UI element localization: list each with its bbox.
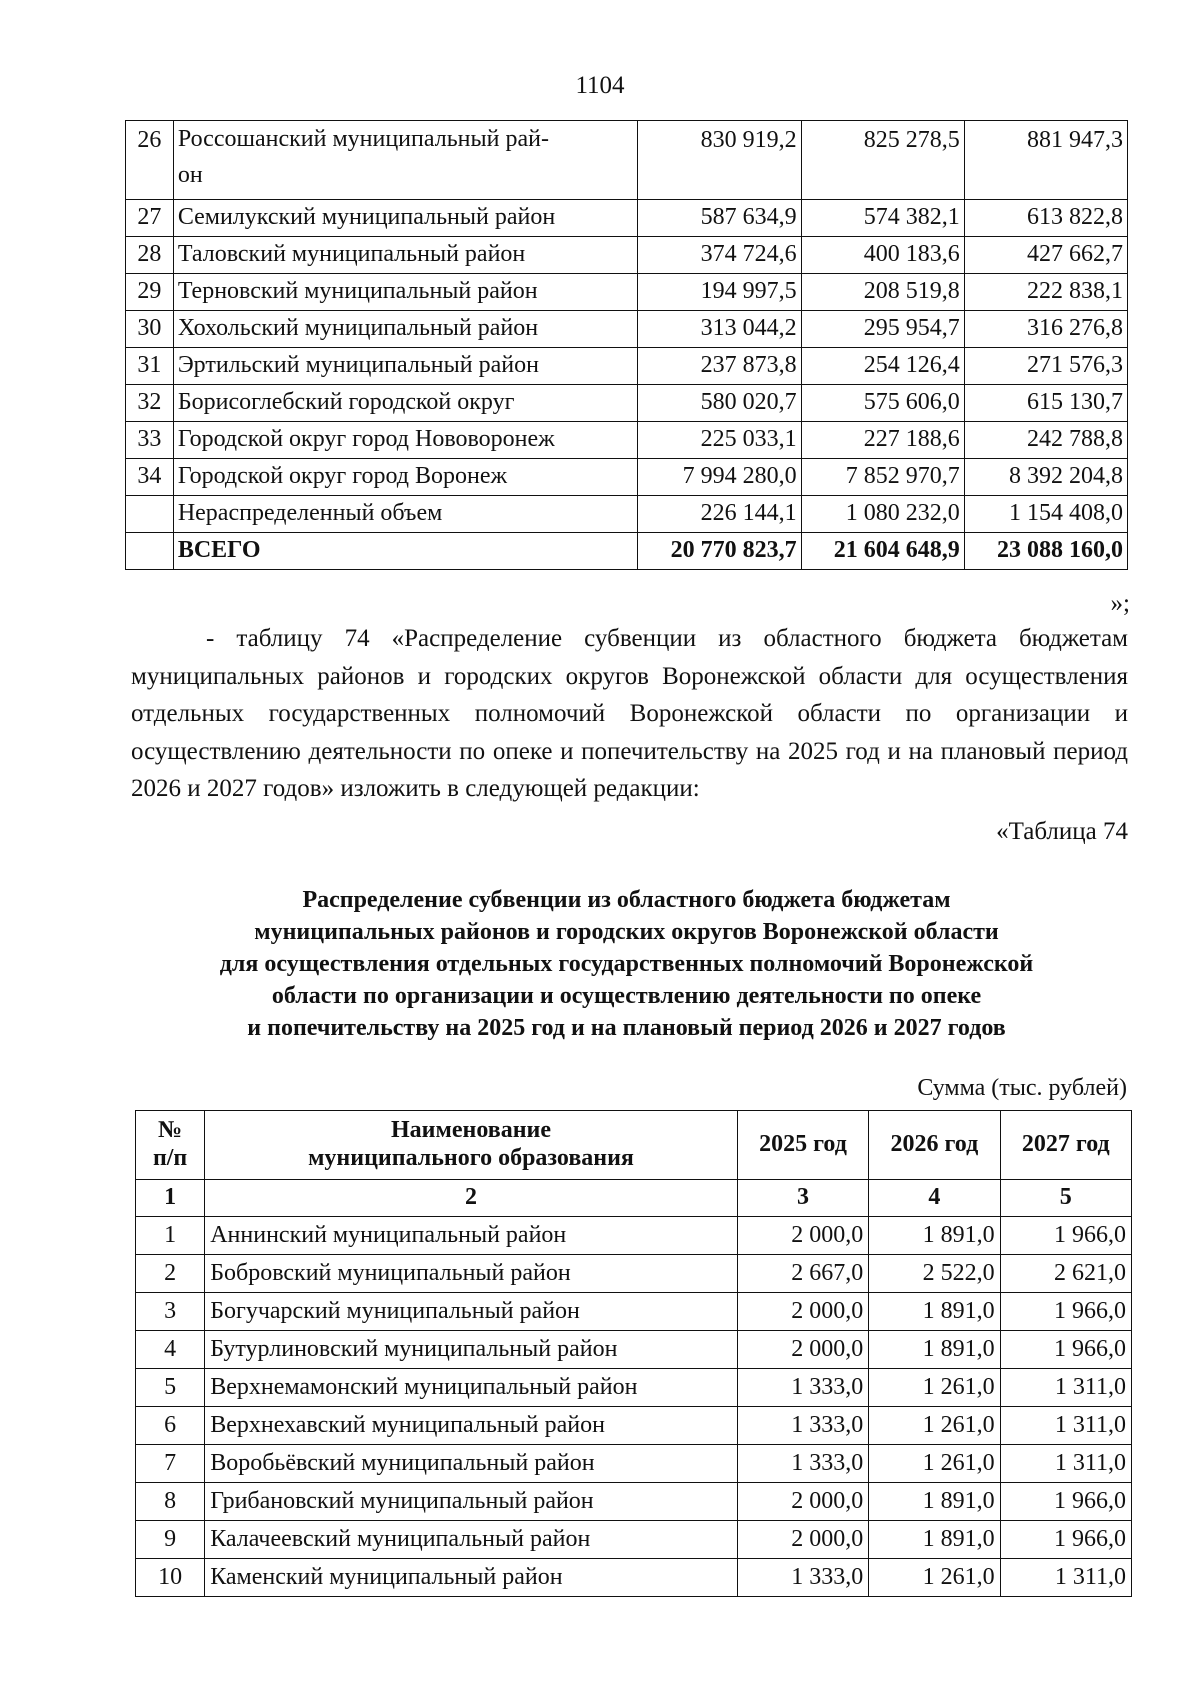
table-title-line: области по организации и осуществлению деятельности по опеке [271,983,982,1009]
value-2026: 574 382,1 [801,200,964,237]
value-2027: 8 392 204,8 [964,459,1127,496]
value-2027: 1 154 408,0 [964,496,1127,533]
table-row [136,1521,1132,1559]
value-2025: 1 333,0 [737,1445,868,1483]
value-2027: 242 788,8 [964,422,1127,459]
row-name: Нераспределенный объем [173,496,638,533]
value-2027: 613 822,8 [964,200,1127,237]
value-2027: 1 311,0 [1000,1559,1131,1597]
closing-quote: »; [1110,590,1130,617]
value-2027: 316 276,8 [964,311,1127,348]
header-num-text: № п/п [152,1117,188,1171]
table-title [125,884,1128,1044]
value-2027: 1 966,0 [1000,1293,1131,1331]
column-number: 5 [1000,1180,1131,1217]
amendment-paragraph: - таблицу 74 «Распределение субвенции из областного бюджета бюджетам муниципальных районов и городских округов Воронежской области для осуществления отдельных государственных полномочий Воронежской области по организации и осуществлению деятельности по опеке и попечительству на 2025 год и на плановый период 2026 и 2027 годов» изложить в следующей редакции: [131,625,1128,802]
header-2026: 2026 год [869,1111,1000,1180]
row-number: 6 [136,1407,205,1445]
table-row [136,1407,1132,1445]
value-2025: 237 873,8 [638,348,801,385]
value-2026: 227 188,6 [801,422,964,459]
value-2026: 1 080 232,0 [801,496,964,533]
value-2026: 1 891,0 [869,1293,1000,1331]
table-row [136,1559,1132,1597]
row-number: 34 [126,459,174,496]
row-name: Верхнехавский муниципальный район [205,1407,738,1445]
value-2026: 254 126,4 [801,348,964,385]
row-number: 7 [136,1445,205,1483]
row-name: Городской округ город Нововоронеж [173,422,638,459]
row-name: Таловский муниципальный район [173,237,638,274]
row-number: 4 [136,1331,205,1369]
table-title-line: и попечительству на 2025 год и на плановый период 2026 и 2027 годов [247,1015,1006,1041]
header-2025: 2025 год [737,1111,868,1180]
column-number: 3 [737,1180,868,1217]
value-2027: 1 966,0 [1000,1331,1131,1369]
total-2027: 23 088 160,0 [964,533,1127,570]
table-row [136,1369,1132,1407]
value-2027: 1 311,0 [1000,1407,1131,1445]
header-num [136,1111,205,1180]
units-label: Сумма (тыс. рублей) [917,1075,1127,1101]
table-row [126,385,1128,422]
row-name: Россошанский муниципальный рай- он [173,121,638,200]
value-2025: 2 000,0 [737,1293,868,1331]
table-row [136,1255,1132,1293]
column-number: 4 [869,1180,1000,1217]
table-row [126,422,1128,459]
row-name: Терновский муниципальный район [173,274,638,311]
column-number: 1 [136,1180,205,1217]
row-name: Калачеевский муниципальный район [205,1521,738,1559]
table-row [136,1483,1132,1521]
column-numbers-row [136,1180,1132,1217]
value-2025: 2 000,0 [737,1217,868,1255]
total-row [126,533,1128,570]
row-number: 26 [126,121,174,200]
value-2027: 2 621,0 [1000,1255,1131,1293]
value-2027: 222 838,1 [964,274,1127,311]
row-name: Богучарский муниципальный район [205,1293,738,1331]
row-number: 9 [136,1521,205,1559]
row-name: Городской округ город Воронеж [173,459,638,496]
row-number [126,496,174,533]
table-header-row [136,1111,1132,1180]
value-2026: 7 852 970,7 [801,459,964,496]
value-2026: 400 183,6 [801,237,964,274]
value-2025: 313 044,2 [638,311,801,348]
row-name: Эртильский муниципальный район [173,348,638,385]
total-2025: 20 770 823,7 [638,533,801,570]
value-2026: 1 891,0 [869,1483,1000,1521]
total-label: ВСЕГО [173,533,638,570]
subvention-table [135,1110,1132,1597]
value-2025: 194 997,5 [638,274,801,311]
row-number: 33 [126,422,174,459]
header-name [205,1111,738,1180]
value-2027: 881 947,3 [964,121,1127,200]
row-number: 29 [126,274,174,311]
table-row [126,121,1128,200]
table-label: «Таблица 74 [996,818,1128,845]
value-2027: 427 662,7 [964,237,1127,274]
value-2025: 580 020,7 [638,385,801,422]
value-2027: 615 130,7 [964,385,1127,422]
value-2026: 295 954,7 [801,311,964,348]
row-number: 3 [136,1293,205,1331]
table-row [126,496,1128,533]
row-name: Бутурлиновский муниципальный район [205,1331,738,1369]
header-name-text: Наименование муниципального образования [308,1117,634,1171]
value-2026: 1 891,0 [869,1217,1000,1255]
value-2027: 271 576,3 [964,348,1127,385]
value-2026: 2 522,0 [869,1255,1000,1293]
row-number: 2 [136,1255,205,1293]
column-number: 2 [205,1180,738,1217]
table-row [126,459,1128,496]
value-2025: 1 333,0 [737,1407,868,1445]
value-2027: 1 966,0 [1000,1483,1131,1521]
row-number: 30 [126,311,174,348]
page-number: 1104 [575,72,625,99]
table-row [136,1445,1132,1483]
previous-table-continuation [125,120,1128,570]
value-2026: 1 891,0 [869,1331,1000,1369]
value-2026: 825 278,5 [801,121,964,200]
value-2025: 587 634,9 [638,200,801,237]
table-title-line: муниципальных районов и городских округов Воронежской области [254,919,999,945]
row-name: Хохольский муниципальный район [173,311,638,348]
value-2026: 1 261,0 [869,1369,1000,1407]
value-2025: 2 000,0 [737,1483,868,1521]
value-2025: 2 000,0 [737,1521,868,1559]
table-row [126,274,1128,311]
value-2025: 226 144,1 [638,496,801,533]
value-2025: 1 333,0 [737,1559,868,1597]
row-name: Верхнемамонский муниципальный район [205,1369,738,1407]
row-number: 28 [126,237,174,274]
row-name: Воробьёвский муниципальный район [205,1445,738,1483]
value-2025: 830 919,2 [638,121,801,200]
value-2027: 1 311,0 [1000,1369,1131,1407]
row-number: 8 [136,1483,205,1521]
table-title-line: Распределение субвенции из областного бюджета бюджетам [302,887,951,913]
row-number: 10 [136,1559,205,1597]
row-name: Бобровский муниципальный район [205,1255,738,1293]
value-2027: 1 311,0 [1000,1445,1131,1483]
header-2027: 2027 год [1000,1111,1131,1180]
table-row [126,348,1128,385]
row-number: 1 [136,1217,205,1255]
table-row [126,237,1128,274]
table-title-line: для осуществления отдельных государственных полномочий Воронежской [219,951,1034,977]
table-row [136,1331,1132,1369]
value-2025: 1 333,0 [737,1369,868,1407]
value-2026: 1 261,0 [869,1407,1000,1445]
total-num-empty [126,533,174,570]
value-2025: 374 724,6 [638,237,801,274]
row-name: Грибановский муниципальный район [205,1483,738,1521]
value-2026: 575 606,0 [801,385,964,422]
table-row [126,200,1128,237]
value-2025: 225 033,1 [638,422,801,459]
value-2025: 7 994 280,0 [638,459,801,496]
table-row [126,311,1128,348]
row-number: 31 [126,348,174,385]
row-number: 32 [126,385,174,422]
table-row [136,1293,1132,1331]
row-number: 5 [136,1369,205,1407]
value-2025: 2 667,0 [737,1255,868,1293]
total-2026: 21 604 648,9 [801,533,964,570]
value-2026: 1 261,0 [869,1445,1000,1483]
value-2025: 2 000,0 [737,1331,868,1369]
row-name: Аннинский муниципальный район [205,1217,738,1255]
value-2026: 1 891,0 [869,1521,1000,1559]
row-name: Семилукский муниципальный район [173,200,638,237]
row-name: Каменский муниципальный район [205,1559,738,1597]
table-row [136,1217,1132,1255]
value-2027: 1 966,0 [1000,1217,1131,1255]
value-2026: 1 261,0 [869,1559,1000,1597]
row-number: 27 [126,200,174,237]
row-name: Борисоглебский городской округ [173,385,638,422]
value-2026: 208 519,8 [801,274,964,311]
value-2027: 1 966,0 [1000,1521,1131,1559]
